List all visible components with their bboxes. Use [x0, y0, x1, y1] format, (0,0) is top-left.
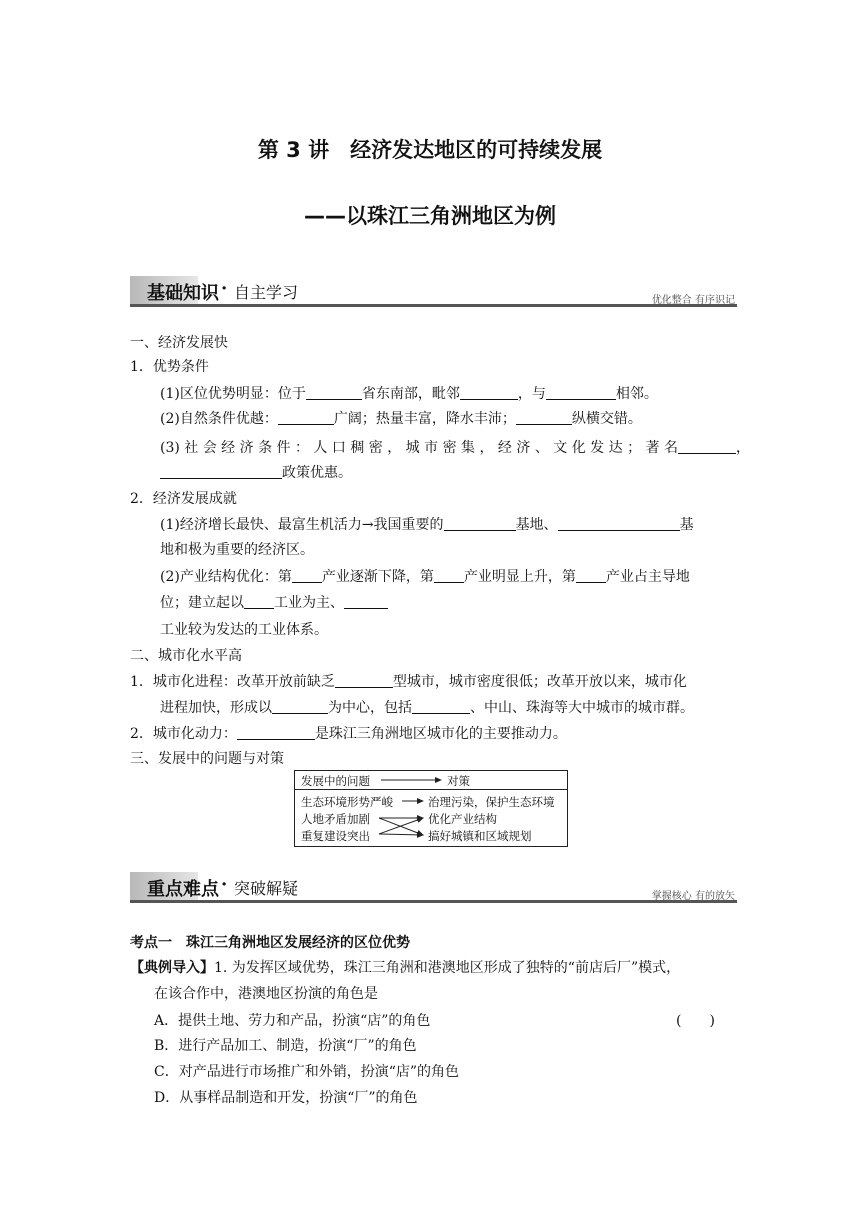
- item-growth: [160, 515, 694, 535]
- blank: [516, 410, 572, 425]
- problem-item: 生态环境形势严峻: [301, 795, 393, 809]
- text: 、中山、珠海等大中城市的城市群。: [470, 700, 694, 716]
- blank: [576, 568, 606, 583]
- text: (1)经济增长最快、最富生机活力→我国重要的: [160, 517, 444, 533]
- item-location: [160, 384, 658, 404]
- item-urbanization-process-cont: [160, 698, 694, 718]
- subheading-advantages: 1．优势条件: [130, 359, 209, 375]
- solution-item: 搞好城镇和区域规划: [428, 829, 532, 843]
- lesson-subtitle: ——以珠江三角洲地区为例: [304, 204, 556, 228]
- option-d: D．从事样品制造和开发，扮演“厂”的角色: [154, 1090, 418, 1106]
- problem-solution-diagram: [294, 770, 568, 847]
- item-urbanization-driver: [130, 724, 567, 744]
- solution-item: 优化产业结构: [428, 812, 497, 826]
- section-subheading: 自主学习: [234, 283, 299, 302]
- text: (2)产业结构优化：第: [160, 569, 292, 585]
- text: 政策优惠。: [282, 465, 352, 481]
- blank: [678, 439, 736, 454]
- text: 省东南部，毗邻: [361, 386, 460, 402]
- subheading-achievements: 2．经济发展成就: [130, 491, 237, 507]
- text: 产业明显上升，第: [463, 569, 576, 585]
- key-point-title: 考点一 珠江三角洲地区发展经济的区位优势: [130, 935, 410, 951]
- answer-paren: ( ): [676, 1013, 715, 1029]
- section-dot: ·: [221, 874, 228, 895]
- heading-1: 一、经济发展快: [130, 335, 228, 351]
- blank: [558, 516, 680, 531]
- blank: [335, 673, 393, 688]
- diagram-head-right: 对策: [447, 774, 470, 788]
- problem-item: 人地矛盾加剧: [301, 812, 370, 826]
- example-question: [130, 958, 680, 978]
- blank: [244, 594, 274, 609]
- text: 2．城市化动力：: [130, 726, 237, 742]
- section-heading: 重点难点: [147, 879, 219, 900]
- header-rule: [130, 304, 737, 307]
- item-structure: [160, 567, 690, 587]
- item-social: [160, 438, 750, 458]
- blank: [412, 699, 470, 714]
- section-motto: 掌握核心 有的放矢: [651, 891, 735, 902]
- blank: [434, 568, 464, 583]
- option-c: C．对产品进行市场推广和外销，扮演“店”的角色: [154, 1064, 460, 1080]
- blank: [306, 385, 362, 400]
- diagram-head-left: 发展中的问题: [301, 774, 370, 788]
- text: ，: [736, 440, 750, 456]
- text: 相邻。: [615, 386, 658, 402]
- text: 1．城市化进程：改革开放前缺乏: [130, 674, 335, 690]
- blank: [344, 594, 388, 609]
- blank: [546, 385, 616, 400]
- option-b: B．进行产品加工、制造，扮演“厂”的角色: [154, 1038, 417, 1054]
- example-question-cont: 在该合作中，港澳地区扮演的角色是: [154, 986, 378, 1002]
- blank: [292, 568, 322, 583]
- section-heading: 基础知识: [147, 283, 219, 304]
- text: 基地、: [515, 517, 558, 533]
- text: 型城市，城市密度很低；改革开放以来，城市化: [392, 674, 687, 690]
- section-subheading: 突破解疑: [234, 879, 299, 898]
- text: 进程加快，形成以: [160, 700, 272, 716]
- blank: [460, 385, 518, 400]
- blank: [272, 699, 328, 714]
- item-natural: [160, 409, 642, 429]
- text: 产业逐渐下降，第: [321, 569, 434, 585]
- blank: [237, 725, 315, 740]
- item-social-cont: [160, 463, 352, 483]
- heading-3: 三、发展中的问题与对策: [130, 751, 284, 767]
- item-structure-cont: [160, 593, 388, 613]
- example-tag: 【典例导入】: [130, 960, 214, 976]
- text: (1)区位优势明显：位于: [160, 386, 306, 402]
- text: 纵横交错。: [571, 411, 642, 427]
- text: 产业占主导地: [605, 569, 690, 585]
- text: (3) 社 会 经 济 条 件 ： 人 口 稠 密 ， 城 市 密 集 ， 经 济 、 文 化 发 达 ； 著 名: [160, 440, 678, 456]
- section-dot: ·: [221, 278, 228, 299]
- text: 位；建立起以: [160, 595, 244, 611]
- problem-item: 重复建设突出: [301, 829, 370, 843]
- section-header-key: [130, 872, 737, 908]
- blank: [444, 516, 516, 531]
- header-rule: [130, 900, 737, 903]
- text: 工业为主、: [274, 595, 344, 611]
- text: 为中心，包括: [328, 700, 412, 716]
- heading-2: 二、城市化水平高: [130, 648, 242, 664]
- item-growth-cont: 地和极为重要的经济区。: [160, 542, 314, 558]
- option-a: A．提供土地、劳力和产品，扮演“店”的角色: [154, 1013, 431, 1029]
- text: 1. 为发挥区域优势，珠江三角洲和港澳地区形成了独特的“前店后厂”模式，: [214, 960, 681, 976]
- item-urbanization-process: [130, 672, 687, 692]
- solution-item: 治理污染，保护生态环境: [428, 795, 555, 809]
- text: (2)自然条件优越：: [160, 411, 278, 427]
- text: ，与: [517, 386, 546, 402]
- section-motto: 优化整合 有序识记: [651, 295, 735, 306]
- blank: [160, 464, 282, 479]
- text: 广阔；热量丰富，降水丰沛；: [333, 411, 516, 427]
- item-structure-end: 工业较为发达的工业体系。: [160, 622, 328, 638]
- section-header-basic: [130, 276, 737, 312]
- text: 是珠江三角洲地区城市化的主要推动力。: [314, 726, 567, 742]
- text: 基: [679, 517, 694, 533]
- lesson-title: 第 3 讲 经济发达地区的可持续发展: [257, 138, 603, 162]
- blank: [278, 410, 334, 425]
